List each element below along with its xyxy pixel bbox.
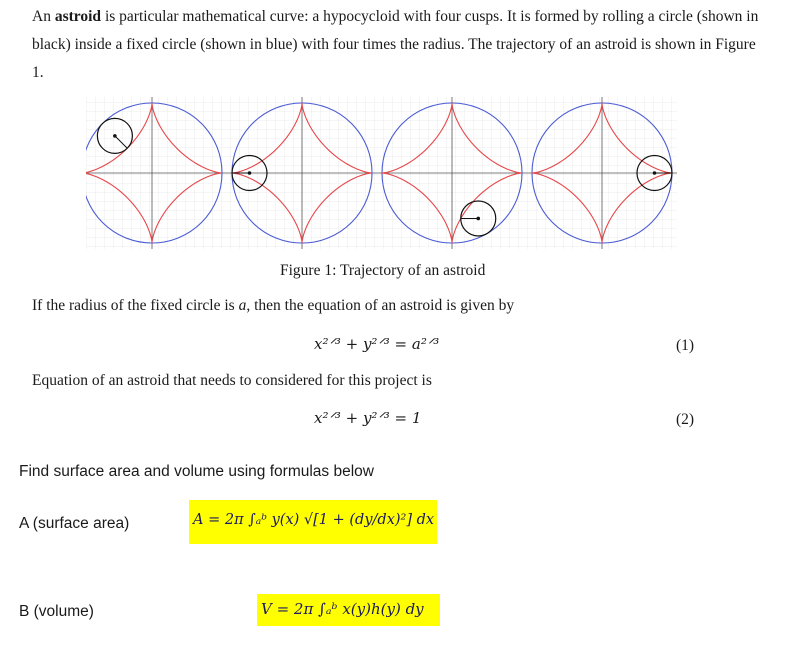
- rolling-center: [113, 134, 117, 138]
- find-instruction: Find surface area and volume using formulas below: [19, 463, 374, 480]
- equation-1-number: (1): [676, 337, 695, 354]
- formula-a: A = 2π ∫ₐᵇ y(x) √[1 + (dy/dx)²] dx: [193, 512, 435, 528]
- rolling-center: [653, 171, 657, 175]
- intro-prefix: An: [32, 8, 55, 25]
- rolling-center: [476, 217, 480, 221]
- eq1-intro: [32, 297, 514, 315]
- equation-2-number: (2): [676, 411, 695, 428]
- figure-caption: Figure 1: Trajectory of an astroid: [280, 262, 486, 279]
- figure-panel-4: [527, 97, 677, 249]
- formula-a-label: A (surface area): [19, 515, 130, 532]
- equation-2: x²ᐟ³ + y²ᐟ³ = 1: [314, 409, 422, 427]
- intro-bold-term: astroid: [54, 8, 102, 25]
- formula-a-highlight: [189, 500, 437, 544]
- formula-b: V = 2π ∫ₐᵇ x(y)h(y) dy: [261, 600, 424, 618]
- equation-1: x²ᐟ³ + y²ᐟ³ = a²ᐟ³: [314, 335, 440, 353]
- figure-panel-2: [227, 97, 377, 249]
- figure-panel-1: [86, 97, 227, 249]
- formula-b-label: B (volume): [19, 603, 94, 620]
- astroid-figure: [86, 93, 686, 253]
- eq1-intro-suffix: , then the equation of an astroid is given by: [246, 297, 515, 314]
- intro-text: is particular mathematical curve: a hypocycloid with four cusps. It is formed by rolling a circle (shown in black) inside a fixed circle (shown in blue) with four times the radius. The trajectory of an astroid is shown in Figure 1.: [32, 8, 759, 81]
- eq1-intro-prefix: If the radius of the fixed circle is: [32, 297, 239, 314]
- intro-paragraph: [32, 3, 762, 87]
- eq2-intro: Equation of an astroid that needs to considered for this project is: [32, 372, 432, 389]
- rolling-center: [248, 171, 252, 175]
- eq1-intro-var: a: [238, 297, 247, 314]
- formula-b-highlight: [257, 594, 440, 626]
- figure-panel-3: [377, 97, 527, 249]
